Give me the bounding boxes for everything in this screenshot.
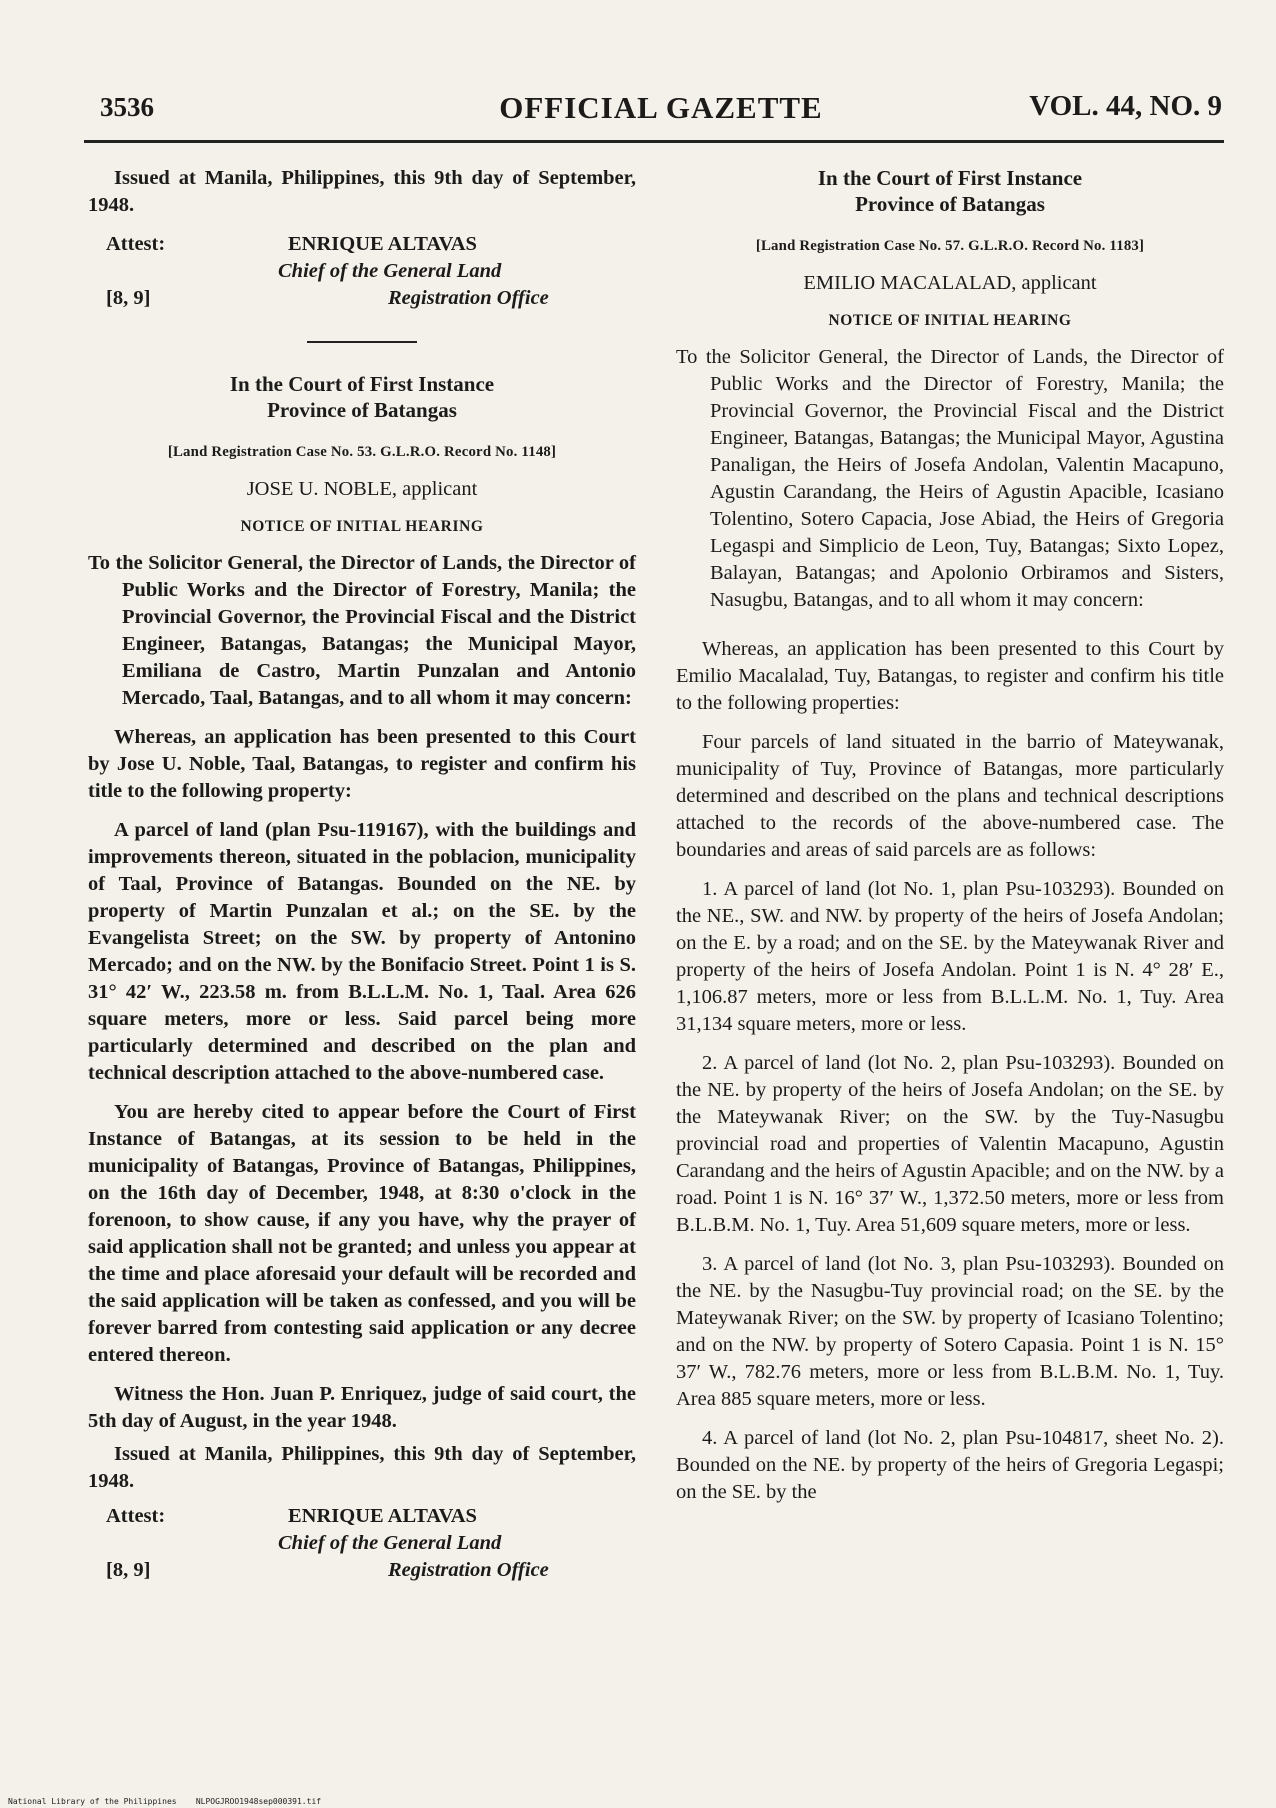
page-header — [100, 92, 1222, 132]
scan-filename: NLPOGJROO1948sep000391.tif — [195, 1797, 322, 1806]
applicant-line — [88, 476, 636, 503]
notice-heading: NOTICE OF INITIAL HEARING — [828, 312, 1072, 329]
left-column — [88, 165, 636, 1587]
signatory-name: ENRIQUE ALTAVAS — [288, 233, 477, 255]
signatory-title-line2: Registration Office — [388, 1559, 549, 1581]
notice-heading: NOTICE OF INITIAL HEARING — [240, 518, 484, 535]
header-rule — [84, 140, 1224, 143]
paragraph: Whereas, an application has been presented to this Court by Jose U. Noble, Taal, Batangas, to register and confirm his title to the following property: — [88, 726, 636, 802]
court-name: In the Court of First Instance — [229, 372, 495, 396]
parcel-description: 2. A parcel of land (lot No. 2, plan Psu-103293). Bounded on the NE. by property of the heirs of Josefa Andolan; on the SE. by the Mateywanak River; on the SW. by the Tuy-Nasugbu provincial road and properties of Valentin Macapuno, Agustin Carandang and the heirs of Agustin Apacible; and on the NW. by a road. Point 1 is N. 16° 37′ W., 1,372.50 meters, more or less from B.L.B.M. No. 1, Tuy. Area 51,609 square meters, more or less. — [676, 1052, 1224, 1236]
case-number: [Land Registration Case No. 53. G.L.R.O. Record No. 1148] — [167, 444, 557, 460]
addressees: To the Solicitor General, the Director of Lands, the Director of Public Works and the Director of Forestry, Manila; the Provincial Governor, the Provincial Fiscal and the District Engineer, Batangas, Batangas; the Municipal Mayor, Emiliana de Castro, Martin Punzalan and Antonio Mercado, Taal, Batangas, and to all whom it may concern: — [88, 552, 636, 709]
attest-block — [88, 1503, 636, 1587]
signatory-name: ENRIQUE ALTAVAS — [288, 1505, 477, 1527]
applicant-name: EMILIO MACALALAD — [803, 272, 1012, 294]
addressees: To the Solicitor General, the Director of Lands, the Director of Public Works and the Director of Forestry, Manila; the Provincial Governor, the Provincial Fiscal and the District Engineer, Batangas, Batangas; the Municipal Mayor, Agustina Panaligan, the Heirs of Josefa Andolan, Valentin Macapuno, Agustin Carandang, the Heirs of Agustin Apacible, Icasiano Tolentino, Sotero Capacia, Jose Abiad, the Heirs of Gregoria Legaspi and Simplicio de Leon, Tuy, Batangas; Sixto Lopez, Balayan, Batangas; and Apolonio Orbiramos and Sisters, Nasugbu, Batangas, and to all whom it may concern: — [676, 346, 1224, 611]
publication-title: OFFICIAL GAZETTE — [499, 90, 823, 125]
court-province: Province of Batangas — [855, 192, 1045, 216]
attest-label: Attest: — [106, 1505, 166, 1527]
signatory-title-line1: Chief of the General Land — [278, 260, 502, 282]
issue-bracket: [8, 9] — [106, 1559, 151, 1581]
right-column — [676, 165, 1224, 1506]
issue-bracket: [8, 9] — [106, 287, 151, 309]
library-credit: National Library of the Philippines — [8, 1797, 177, 1806]
attest-block — [88, 231, 636, 315]
paragraph: You are hereby cited to appear before the Court of First Instance of Batangas, at its session to be held in the municipality of Batangas, Province of Batangas, Philippines, on the 16th day of December, 1948, at 8:30 o'clock in the forenoon, to show cause, if any you have, why the prayer of said application shall not be granted; and unless you appear at the time and place aforesaid your default will be recorded and the said application will be taken as confessed, and you will be forever barred from contesting said application or any decree entered thereon. — [88, 1101, 636, 1366]
signatory-title-line1: Chief of the General Land — [278, 1532, 502, 1554]
paragraph: Witness the Hon. Juan P. Enriquez, judge of said court, the 5th day of August, in the year 1948. — [88, 1383, 636, 1432]
applicant-name: JOSE U. NOBLE — [246, 478, 392, 500]
parcel-description: 1. A parcel of land (lot No. 1, plan Psu-103293). Bounded on the NE., SW. and NW. by property of the heirs of Josefa Andolan; on the E. by a road; and on the SE. by the Mateywanak River and property of the heirs of Josefa Andolan. Point 1 is N. 4° 28′ E., 1,106.87 meters, more or less from B.L.L.M. No. 1, Tuy. Area 31,134 square meters, more or less. — [676, 878, 1224, 1035]
paragraph: Whereas, an application has been presented to this Court by Emilio Macalalad, Tuy, Batangas, to register and confirm his title to the following properties: — [676, 638, 1224, 714]
signatory-title-line2: Registration Office — [388, 287, 549, 309]
parcel-description: 4. A parcel of land (lot No. 2, plan Psu-104817, sheet No. 2). Bounded on the NE. by property of the heirs of Gregoria Legaspi; on the SE. by the — [676, 1427, 1224, 1503]
applicant-suffix: , applicant — [1011, 272, 1097, 294]
parcel-description: 3. A parcel of land (lot No. 3, plan Psu-103293). Bounded on the NE. by the Nasugbu-Tuy provincial road; on the SE. by the Mateywanak River; on the SW. by property of Icasiano Tolentino; and on the NW. by property of Sotero Capasia. Point 1 is N. 15° 37′ W., 782.76 meters, more or less from B.L.B.M. No. 1, Tuy. Area 885 square meters, more or less. — [676, 1253, 1224, 1410]
paragraph: Issued at Manila, Philippines, this 9th day of September, 1948. — [88, 1443, 636, 1492]
scan-footer — [8, 1797, 321, 1806]
applicant-suffix: , applicant — [391, 478, 478, 500]
volume-number: VOL. 44, NO. 9 — [1029, 90, 1222, 122]
applicant-line — [676, 270, 1224, 297]
court-province: Province of Batangas — [267, 398, 457, 422]
attest-label: Attest: — [106, 233, 166, 255]
page-number: 3536 — [100, 92, 154, 122]
paragraph: A parcel of land (plan Psu-119167), with the buildings and improvements thereon, situated in the poblacion, municipality of Taal, Province of Batangas. Bounded on the NE. by property of Martin Punzalan et al.; on the SE. by the Evangelista Street; on the SW. by property of Antonino Mercado; and on the NW. by the Bonifacio Street. Point 1 is S. 31° 42′ W., 223.58 m. from B.L.L.M. No. 1, Taal. Area 626 square meters, more or less. Said parcel being more particularly determined and described on the plan and technical description attached to the above-numbered case. — [88, 819, 636, 1084]
case-number: [Land Registration Case No. 57. G.L.R.O. Record No. 1183] — [755, 238, 1145, 254]
section-divider — [307, 341, 417, 343]
paragraph: Four parcels of land situated in the barrio of Mateywanak, municipality of Tuy, Province of Batangas, more particularly determined and described on the plans and technical descriptions attached to the records of the above-numbered case. The boundaries and areas of said parcels are as follows: — [676, 731, 1224, 861]
issued-statement: Issued at Manila, Philippines, this 9th day of September, 1948. — [88, 167, 636, 216]
court-name: In the Court of First Instance — [817, 166, 1083, 190]
